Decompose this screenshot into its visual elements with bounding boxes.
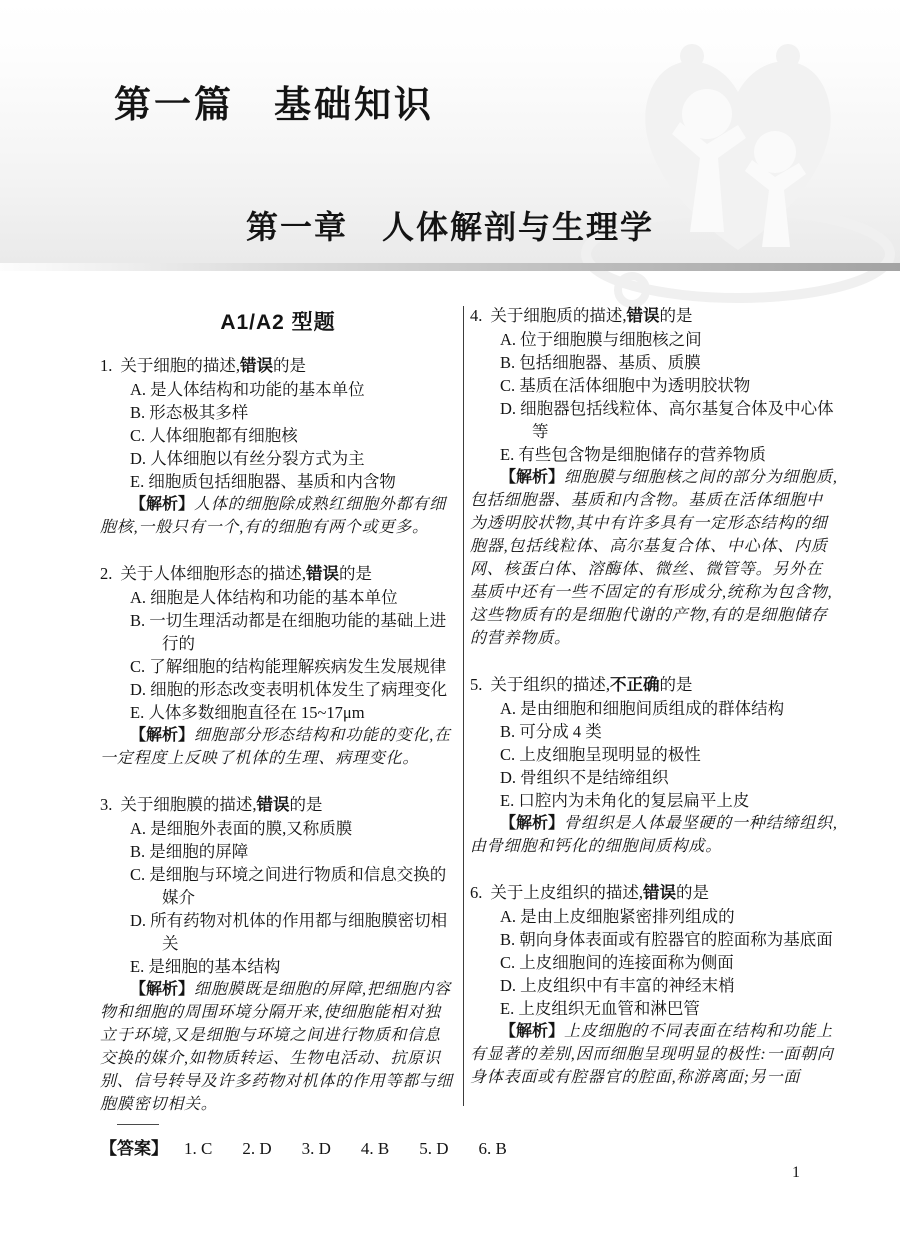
option-c: C. 基质在活体细胞中为透明胶状物	[500, 376, 751, 395]
question-4	[470, 304, 839, 650]
option-e: E. 口腔内为未角化的复层扁平上皮	[500, 791, 750, 810]
stem-keyword: 错误	[306, 565, 339, 583]
question-number: 3.	[100, 795, 113, 814]
option-a: A. 是由上皮细胞紧密排列组成的	[500, 907, 735, 926]
analysis-text: 细胞膜与细胞核之间的部分为细胞质,包括细胞器、基质和内含物。基质在活体细胞中为透明胶状物,其中有许多具有一定形态结构的细胞器,包括线粒体、高尔基复合体、中心体、内质网、核蛋白体、溶酶体、微丝、微管等。另外在基质中还有一些不固定的有形成分,统称为包含物,这些物质有的是细胞代谢的产物,有的是细胞储存的营养物质。	[470, 469, 838, 647]
answer-item-5: 5. D	[419, 1139, 449, 1158]
stem-keyword: 不正确	[610, 676, 660, 694]
option-c: C. 人体细胞都有细胞核	[130, 426, 298, 445]
analysis-text: 上皮细胞的不同表面在结构和功能上有显著的差别,因而细胞呈现明显的极性:一面朝向身体表面或有腔器官的腔面,称游离面;另一面	[470, 1023, 834, 1086]
option-d: D. 上皮组织中有丰富的神经末梢	[500, 976, 735, 995]
answer-item-6: 6. B	[478, 1139, 507, 1158]
option-e: E. 有些包含物是细胞储存的营养物质	[500, 445, 766, 464]
header-divider-rule	[0, 263, 900, 271]
question-number: 4.	[470, 306, 483, 325]
chapter-header-band	[0, 0, 900, 263]
option-a: A. 是人体结构和功能的基本单位	[130, 380, 365, 399]
option-b: B. 一切生理活动都是在细胞功能的基础上进行的	[130, 611, 447, 653]
option-b: B. 形态极其多样	[130, 403, 249, 422]
answer-item-3: 3. D	[301, 1139, 331, 1158]
option-a: A. 细胞是人体结构和功能的基本单位	[130, 588, 398, 607]
option-a: A. 是由细胞和细胞间质组成的群体结构	[500, 699, 785, 718]
analysis-text: 骨组织是人体最坚硬的一种结缔组织,由骨细胞和钙化的细胞间质构成。	[470, 815, 838, 855]
option-c: C. 上皮细胞间的连接面称为侧面	[500, 953, 734, 972]
option-d: D. 人体细胞以有丝分裂方式为主	[130, 449, 365, 468]
answer-item-1: 1. C	[184, 1139, 213, 1158]
stem-text: 的是	[339, 564, 372, 583]
stem-text: 关于上皮组织的描述,	[490, 883, 643, 902]
stem-text: 关于细胞膜的描述,	[120, 795, 257, 814]
stem-keyword: 错误	[626, 307, 660, 325]
stem-text: 的是	[676, 883, 709, 902]
right-column	[470, 304, 839, 1116]
option-d: D. 细胞器包括线粒体、高尔基复合体及中心体等	[500, 399, 834, 441]
option-d: D. 骨组织不是结缔组织	[500, 768, 669, 787]
analysis-paragraph	[100, 493, 456, 539]
question-stem	[100, 562, 456, 586]
question-number: 5.	[470, 675, 483, 694]
stem-text: 关于细胞质的描述,	[490, 306, 627, 325]
analysis-paragraph	[470, 466, 839, 650]
answers-separator-rule	[117, 1124, 159, 1125]
analysis-label: 【解析】	[130, 496, 195, 513]
option-a: A. 位于细胞膜与细胞核之间	[500, 330, 702, 349]
page-number: 1	[792, 1164, 800, 1181]
question-2	[100, 562, 456, 770]
option-d: D. 所有药物对机体的作用都与细胞膜密切相关	[130, 911, 448, 953]
question-stem	[100, 354, 456, 378]
analysis-label: 【解析】	[130, 727, 195, 744]
question-stem	[470, 881, 839, 905]
analysis-label: 【解析】	[500, 815, 565, 832]
option-b: B. 包括细胞器、基质、质膜	[500, 353, 701, 372]
option-c: C. 上皮细胞呈现明显的极性	[500, 745, 701, 764]
analysis-label: 【解析】	[500, 1023, 565, 1040]
analysis-paragraph	[100, 978, 456, 1116]
option-b: B. 可分成 4 类	[500, 722, 602, 741]
analysis-text: 细胞膜既是细胞的屏障,把细胞内容物和细胞的周围环境分隔开来,使细胞能相对独立于环境,又是细胞与环境之间进行物质和信息交换的媒介,如物质转运、生物电活动、抗原识别、信号转导及许多药物对机体的作用等都与细胞膜密切相关。	[100, 981, 453, 1113]
question-stem	[100, 793, 456, 817]
question-5	[470, 673, 839, 858]
option-a: A. 是细胞外表面的膜,又称质膜	[130, 819, 353, 838]
option-c: C. 是细胞与环境之间进行物质和信息交换的媒介	[130, 865, 447, 907]
stem-text: 的是	[659, 306, 693, 325]
answers-row	[100, 1134, 537, 1159]
stem-text: 关于组织的描述,	[490, 675, 610, 694]
stem-keyword: 错误	[240, 357, 273, 375]
answer-item-2: 2. D	[242, 1139, 272, 1158]
part-title: 第一篇 基础知识	[114, 85, 434, 126]
left-column	[100, 304, 456, 1116]
stem-keyword: 错误	[256, 796, 290, 814]
section-title: A1/A2 型题	[220, 311, 336, 334]
stem-text: 的是	[273, 356, 306, 375]
question-number: 2.	[100, 564, 113, 583]
answers-label: 【答案】	[100, 1139, 168, 1158]
question-3	[100, 793, 456, 1116]
question-columns	[100, 304, 840, 1116]
option-e: E. 上皮组织无血管和淋巴管	[500, 999, 700, 1018]
chapter-title: 第一章 人体解剖与生理学	[245, 209, 654, 245]
option-e: E. 细胞质包括细胞器、基质和内含物	[130, 472, 396, 491]
question-stem	[470, 673, 839, 697]
question-6	[470, 881, 839, 1089]
stem-text: 的是	[289, 795, 323, 814]
analysis-text: 细胞部分形态结构和功能的变化,在一定程度上反映了机体的生理、病理变化。	[100, 727, 451, 767]
option-b: B. 朝向身体表面或有腔器官的腔面称为基底面	[500, 930, 833, 949]
stem-text: 关于细胞的描述,	[120, 356, 240, 375]
analysis-label: 【解析】	[500, 469, 565, 486]
analysis-paragraph	[100, 724, 456, 770]
analysis-paragraph	[470, 1020, 839, 1089]
answer-item-4: 4. B	[360, 1139, 390, 1158]
stem-text: 的是	[659, 675, 693, 694]
question-stem	[470, 304, 839, 328]
option-e: E. 人体多数细胞直径在 15~17μm	[130, 703, 365, 722]
stem-keyword: 错误	[643, 884, 676, 902]
stem-text: 关于人体细胞形态的描述,	[120, 564, 306, 583]
analysis-paragraph	[470, 812, 839, 858]
analysis-text: 人体的细胞除成熟红细胞外都有细胞核,一般只有一个,有的细胞有两个或更多。	[100, 496, 447, 536]
column-divider-rule	[463, 306, 464, 1106]
question-number: 6.	[470, 883, 483, 902]
question-1	[100, 354, 456, 539]
option-b: B. 是细胞的屏障	[130, 842, 249, 861]
question-number: 1.	[100, 356, 113, 375]
option-d: D. 细胞的形态改变表明机体发生了病理变化	[130, 680, 448, 699]
analysis-label: 【解析】	[130, 981, 195, 998]
option-e: E. 是细胞的基本结构	[130, 957, 281, 976]
option-c: C. 了解细胞的结构能理解疾病发生发展规律	[130, 657, 447, 676]
